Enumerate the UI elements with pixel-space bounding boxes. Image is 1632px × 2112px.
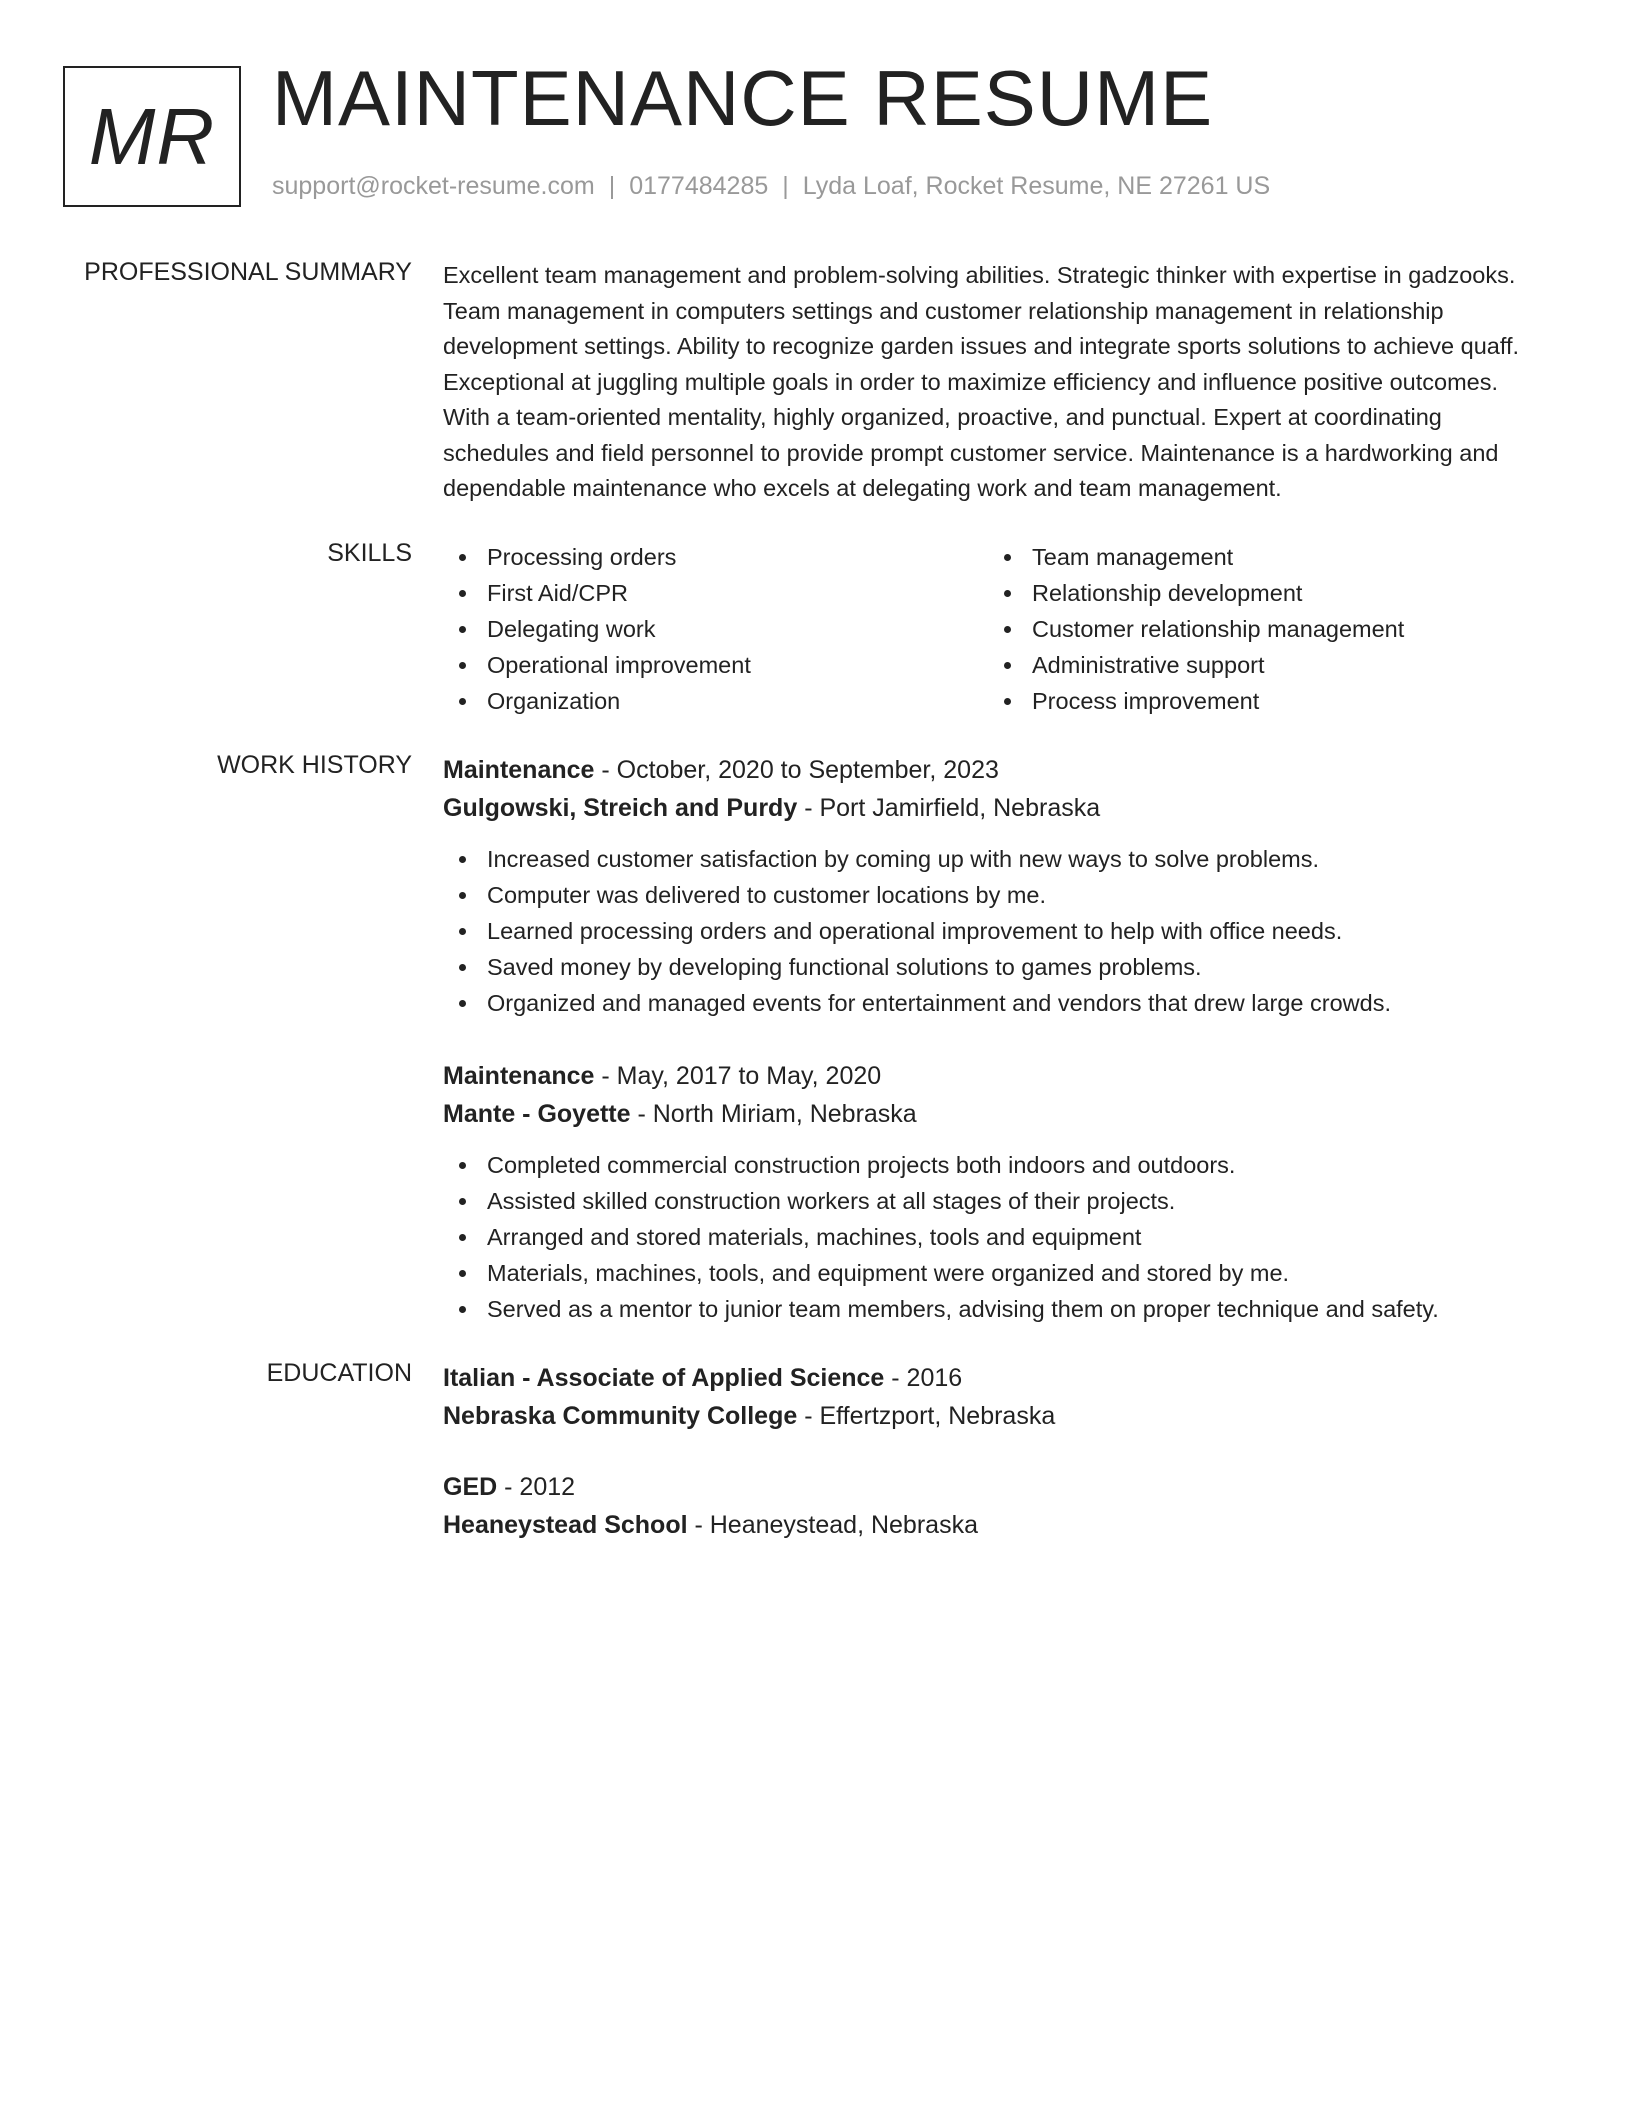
summary-body (443, 258, 1543, 507)
skill-item: Processing orders (443, 539, 988, 575)
section-label-work-history: WORK HISTORY (217, 751, 412, 779)
work-history-body (443, 751, 1543, 1363)
job-bullets (443, 1147, 1543, 1327)
education-entry (443, 1359, 1543, 1435)
contact-address: Lyda Loaf, Rocket Resume, NE 27261 US (802, 172, 1271, 200)
section-label-education: EDUCATION (266, 1359, 412, 1387)
contact-email[interactable]: support@rocket-resume.com (272, 172, 595, 200)
job-bullet: Assisted skilled construction workers at all stages of their projects. (443, 1183, 1543, 1219)
job-location: - North Miriam, Nebraska (637, 1100, 917, 1128)
skill-item: Process improvement (988, 683, 1533, 719)
contact-line (272, 172, 1270, 201)
contact-separator: | (782, 172, 789, 200)
job-entry (443, 751, 1543, 1021)
skills-list-right (988, 539, 1533, 719)
skill-item: Administrative support (988, 647, 1533, 683)
job-title-line (443, 751, 1543, 789)
contact-phone[interactable]: 0177484285 (629, 172, 769, 200)
skills-body (443, 539, 1543, 719)
job-title: Maintenance (443, 1062, 595, 1090)
education-location: - Effertzport, Nebraska (804, 1402, 1056, 1430)
job-bullet: Served as a mentor to junior team members, advising them on proper technique and safety. (443, 1291, 1543, 1327)
job-dates: - May, 2017 to May, 2020 (601, 1062, 882, 1090)
education-degree-line (443, 1468, 1543, 1506)
job-bullets (443, 841, 1543, 1021)
job-bullet: Completed commercial construction projects both indoors and outdoors. (443, 1147, 1543, 1183)
education-school: Nebraska Community College (443, 1402, 798, 1430)
job-bullet: Learned processing orders and operational improvement to help with office needs. (443, 913, 1543, 949)
skill-item: Relationship development (988, 575, 1533, 611)
job-bullet: Organized and managed events for entertainment and vendors that drew large crowds. (443, 985, 1543, 1021)
job-title-line (443, 1057, 1543, 1095)
job-company: Mante - Goyette (443, 1100, 631, 1128)
job-bullet: Increased customer satisfaction by coming up with new ways to solve problems. (443, 841, 1543, 877)
education-entry (443, 1468, 1543, 1544)
skills-grid (443, 539, 1543, 719)
education-year: - 2016 (891, 1364, 963, 1392)
job-dates: - October, 2020 to September, 2023 (601, 756, 999, 784)
monogram-initials: MR (88, 91, 216, 181)
monogram-box (63, 66, 241, 207)
education-location: - Heaneystead, Nebraska (694, 1511, 978, 1539)
skills-list-left (443, 539, 988, 719)
summary-text: Excellent team management and problem-solving abilities. Strategic thinker with expertise in gadzooks. Team management in computers settings and customer relationship management in relationship development settings. Ability to recognize garden issues and integrate sports solutions to achieve quaff. Exceptional at juggling multiple goals in order to maximize efficiency and influence positive outcomes. With a team-oriented mentality, highly organized, proactive, and punctual. Expert at coordinating schedules and field personnel to provide prompt customer service. Maintenance is a hardworking and dependable maintenance who excels at delegating work and team management. (443, 262, 1519, 501)
section-label-skills: SKILLS (327, 539, 412, 567)
skill-item: First Aid/CPR (443, 575, 988, 611)
education-degree: GED (443, 1473, 498, 1501)
resume-title: MAINTENANCE RESUME (272, 54, 1214, 142)
education-degree-line (443, 1359, 1543, 1397)
job-bullet: Computer was delivered to customer locations by me. (443, 877, 1543, 913)
education-year: - 2012 (504, 1473, 576, 1501)
job-company-line (443, 789, 1543, 827)
job-company-line (443, 1095, 1543, 1133)
education-degree: Italian - Associate of Applied Science (443, 1364, 885, 1392)
skill-item: Operational improvement (443, 647, 988, 683)
job-title: Maintenance (443, 756, 595, 784)
job-bullet: Materials, machines, tools, and equipment were organized and stored by me. (443, 1255, 1543, 1291)
education-body (443, 1359, 1543, 1577)
skill-item: Organization (443, 683, 988, 719)
education-school-line (443, 1506, 1543, 1544)
education-school-line (443, 1397, 1543, 1435)
job-location: - Port Jamirfield, Nebraska (804, 794, 1101, 822)
skill-item: Team management (988, 539, 1533, 575)
job-company: Gulgowski, Streich and Purdy (443, 794, 798, 822)
job-bullet: Arranged and stored materials, machines, tools and equipment (443, 1219, 1543, 1255)
education-school: Heaneystead School (443, 1511, 688, 1539)
job-bullet: Saved money by developing functional solutions to games problems. (443, 949, 1543, 985)
skill-item: Customer relationship management (988, 611, 1533, 647)
skill-item: Delegating work (443, 611, 988, 647)
job-entry (443, 1057, 1543, 1327)
contact-separator: | (608, 172, 616, 200)
section-label-summary: PROFESSIONAL SUMMARY (84, 258, 412, 286)
